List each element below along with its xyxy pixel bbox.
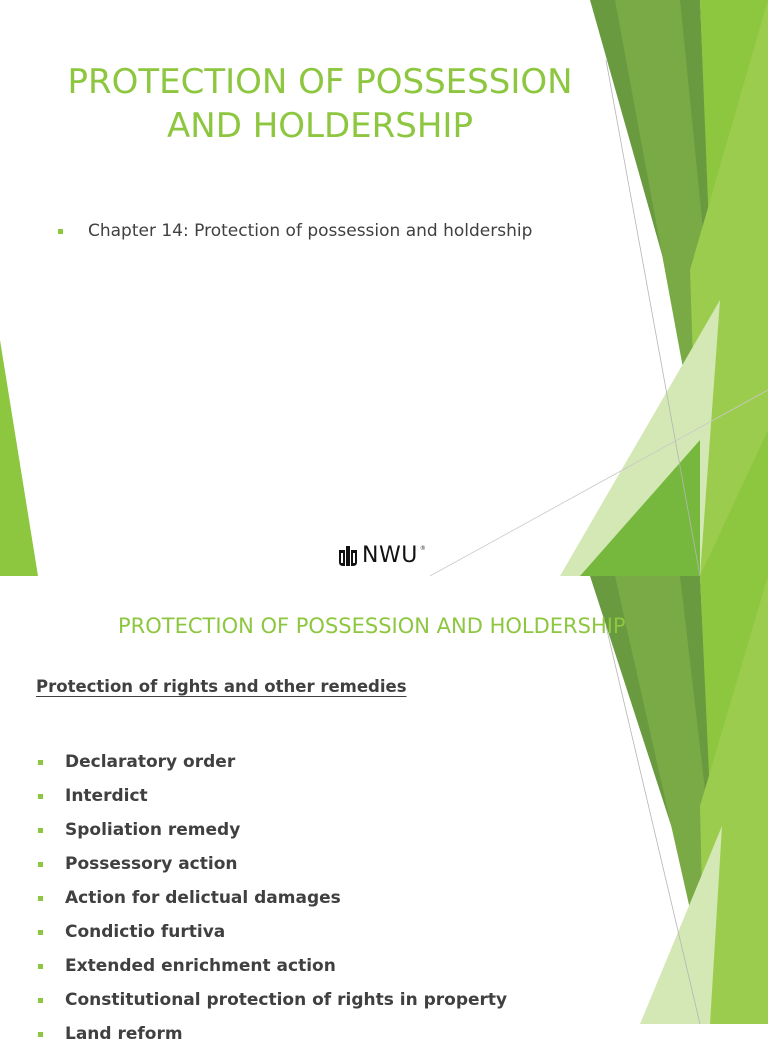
list-item: Land reform: [38, 1017, 507, 1051]
registered-mark: ®: [419, 545, 426, 552]
slide-2-title: PROTECTION OF POSSESSION AND HOLDERSHIP: [118, 614, 626, 638]
list-item: Action for delictual damages: [38, 881, 507, 915]
square-bullet-icon: [38, 998, 43, 1003]
list-item: Spoliation remedy: [38, 813, 507, 847]
remedies-list: [38, 745, 507, 1051]
chapter-text: Chapter 14: Protection of possession and holdership: [88, 221, 533, 241]
square-bullet-icon: [38, 930, 43, 935]
slide-1-title: PROTECTION OF POSSESSION AND HOLDERSHIP: [67, 62, 573, 146]
left-accent-triangle: [0, 340, 38, 576]
square-bullet-icon: [38, 964, 43, 969]
square-bullet-icon: [38, 760, 43, 765]
list-item: Possessory action: [38, 847, 507, 881]
remedies-subheading: Protection of rights and other remedies: [36, 677, 407, 696]
chapter-bullet: [58, 220, 532, 242]
list-item: Interdict: [38, 779, 507, 813]
list-item: Declaratory order: [38, 745, 507, 779]
nwu-logo: [337, 543, 426, 568]
nwu-logo-icon: [337, 544, 359, 568]
square-bullet-icon: [58, 229, 63, 234]
logo-text: NWU: [362, 543, 418, 568]
list-item: Condictio furtiva: [38, 915, 507, 949]
list-item: Extended enrichment action: [38, 949, 507, 983]
square-bullet-icon: [38, 896, 43, 901]
square-bullet-icon: [38, 862, 43, 867]
square-bullet-icon: [38, 1032, 43, 1037]
square-bullet-icon: [38, 794, 43, 799]
list-item: Constitutional protection of rights in property: [38, 983, 507, 1017]
square-bullet-icon: [38, 828, 43, 833]
